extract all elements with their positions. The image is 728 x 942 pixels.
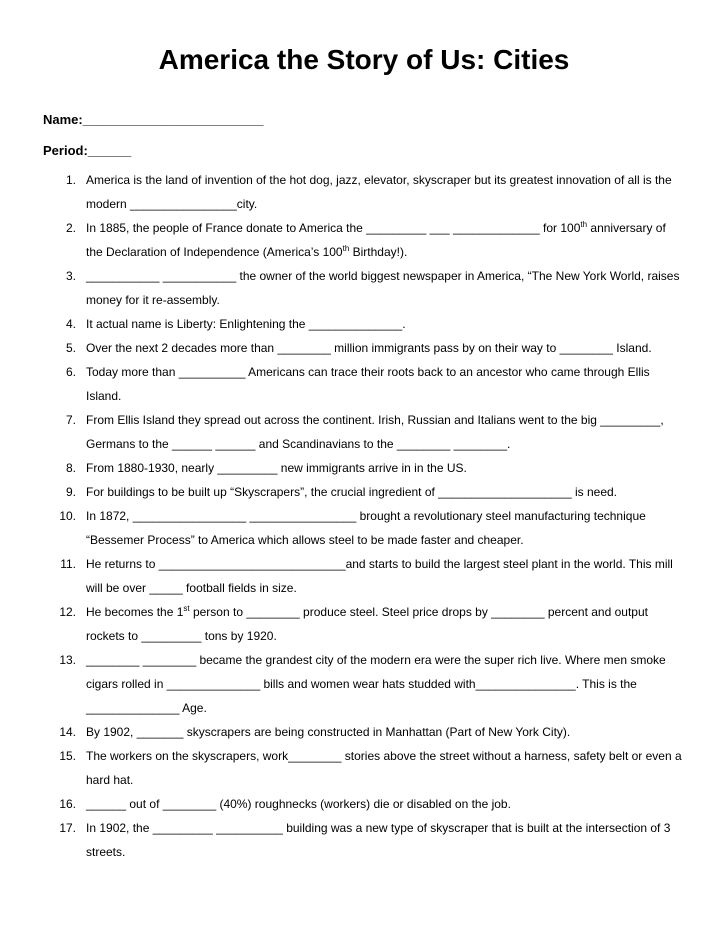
name-blank: _________________________ <box>82 112 264 127</box>
question-item <box>0 336 728 360</box>
question-item <box>0 504 728 552</box>
question-number: 11. <box>60 557 76 571</box>
question-number: 15. <box>59 749 76 763</box>
question-number: 5. <box>65 341 76 355</box>
question-text-line: Over the next 2 decades more than ________ million immigrants pass by on their way to ________ Island. <box>86 341 652 355</box>
period-field <box>43 143 131 158</box>
question-text-segment: In 1885, the people of France donate to America the _________ ___ _____________ for 100 <box>86 221 581 235</box>
question-text-line: will be over _____ football fields in size. <box>86 581 297 595</box>
period-blank: ______ <box>87 143 132 158</box>
question-text-line: cigars rolled in ______________ bills and women wear hats studded with_______________. This is the <box>86 677 637 691</box>
question-text-line: rockets to _________ tons by 1920. <box>86 629 277 643</box>
question-item <box>0 720 728 744</box>
question-item <box>0 480 728 504</box>
question-text-line: ______________ Age. <box>86 701 207 715</box>
question-text-line <box>86 240 686 264</box>
question-text-line: For buildings to be built up “Skyscrapers”, the crucial ingredient of ____________________ is need. <box>86 485 618 499</box>
question-text-line: America is the land of invention of the hot dog, jazz, elevator, skyscraper but its greatest innovation of all is the <box>86 173 672 187</box>
question-text-line: money for it re-assembly. <box>86 293 220 307</box>
question-number: 16. <box>59 797 76 811</box>
question-text-line: ______ out of ________ (40%) roughnecks (workers) die or disabled on the job. <box>86 797 511 811</box>
question-text-line: ___________ ___________ the owner of the world biggest newspaper in America, “The New York World, raises <box>86 269 680 283</box>
question-number: 2. <box>65 221 76 235</box>
question-number: 8. <box>65 461 76 475</box>
question-number: 10. <box>59 509 76 523</box>
question-item <box>0 456 728 480</box>
question-item <box>0 744 728 792</box>
question-item <box>0 264 728 312</box>
question-text-line: From 1880-1930, nearly _________ new immigrants arrive in in the US. <box>86 461 467 475</box>
question-text-line: By 1902, _______ skyscrapers are being constructed in Manhattan (Part of New York City). <box>86 725 571 739</box>
question-number: 1. <box>65 173 76 187</box>
question-text-line: The workers on the skyscrapers, work________ stories above the street without a harness, safety belt or even a <box>86 749 682 763</box>
question-item <box>0 312 728 336</box>
question-number: 4. <box>65 317 76 331</box>
question-item <box>0 552 728 600</box>
name-label: Name: <box>43 112 83 127</box>
question-number: 17. <box>59 821 76 835</box>
question-text-line: streets. <box>86 845 126 859</box>
question-text-line <box>86 600 686 624</box>
question-item <box>0 360 728 408</box>
question-text-segment: person to ________ produce steel. Steel price drops by ________ percent and output <box>189 605 648 619</box>
question-item <box>0 648 728 720</box>
question-item <box>0 792 728 816</box>
question-text-line: Island. <box>86 389 122 403</box>
question-text-line: From Ellis Island they spread out across the continent. Irish, Russian and Italians went to the big _________, <box>86 413 664 427</box>
question-text-segment: Birthday!). <box>349 245 408 259</box>
page-title: America the Story of Us: Cities <box>158 44 570 75</box>
ordinal-superscript: st <box>183 604 190 613</box>
question-number: 14. <box>59 725 76 739</box>
question-text-line: He returns to ____________________________and starts to build the largest steel plant in the world. This mill <box>86 557 673 571</box>
question-text-line: hard hat. <box>86 773 134 787</box>
question-number: 6. <box>65 365 76 379</box>
question-text-line: In 1872, _________________ ________________ brought a revolutionary steel manufacturing technique <box>86 509 646 523</box>
question-text-line: It actual name is Liberty: Enlightening the ______________. <box>86 317 406 331</box>
question-item <box>0 168 728 216</box>
period-label: Period: <box>43 143 88 158</box>
question-text-line: In 1902, the _________ __________ building was a new type of skyscraper that is built at the intersection of 3 <box>86 821 671 835</box>
question-item <box>0 216 728 264</box>
question-number: 12. <box>59 605 76 619</box>
question-number: 7. <box>65 413 76 427</box>
question-number: 9. <box>65 485 76 499</box>
question-text-segment: He becomes the 1 <box>86 605 184 619</box>
question-text-line: “Bessemer Process” to America which allows steel to be made faster and cheaper. <box>86 533 524 547</box>
question-text-line: Germans to the ______ ______ and Scandinavians to the ________ ________. <box>86 437 511 451</box>
question-number: 13. <box>59 653 76 667</box>
question-list <box>0 168 728 864</box>
ordinal-superscript: th <box>580 220 588 229</box>
question-item <box>0 408 728 456</box>
question-text-line: Today more than __________ Americans can trace their roots back to an ancestor who came through Ellis <box>86 365 650 379</box>
ordinal-superscript: th <box>342 244 350 253</box>
question-text-line: modern ________________city. <box>86 197 258 211</box>
question-text-segment: the Declaration of Independence (America’s 100 <box>86 245 343 259</box>
name-field <box>43 112 264 127</box>
question-item <box>0 816 728 864</box>
question-text-line <box>86 216 686 240</box>
question-number: 3. <box>65 269 76 283</box>
question-text-line: ________ ________ became the grandest city of the modern era were the super rich live. Where men smoke <box>86 653 666 667</box>
question-item <box>0 600 728 648</box>
question-text-segment: anniversary of <box>587 221 666 235</box>
